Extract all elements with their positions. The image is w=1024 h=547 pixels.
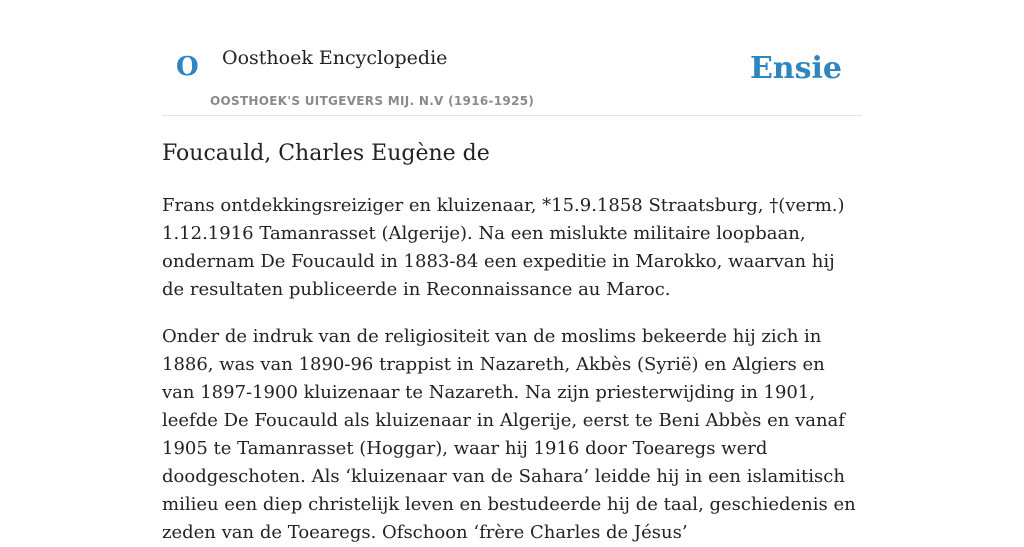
article-title: Foucauld, Charles Eugène de — [162, 141, 490, 166]
site-header — [162, 0, 862, 116]
article-paragraph-1: Frans ontdekkingsreiziger en kluizenaar, *15.9.1858 Straatsburg, †(verm.) 1.12.1916 Tamanrasset (Algerije). Na een mislukte militaire loopbaan, ondernam De Foucauld in 1883-84 een expeditie in Marokko, waarvan hij de resultaten publiceerde in Reconnaissance au Maroc. — [162, 195, 845, 300]
article-paragraph-2: Onder de indruk van de religiositeit van de moslims bekeerde hij zich in 1886, was van 1890-96 trappist in Nazareth, Akbès (Syrië) en Algiers en van 1897-1900 kluizenaar te Nazareth. Na zijn priesterwijding in 1901, leefde De Foucauld als kluizenaar in Algerije, eerst te Beni Abbès en vanaf 1905 te Tamanrasset (Hoggar), waar hij 1916 door Toearegs werd doodgeschoten. Als ‘kluizenaar van de Sahara’ leidde hij in een islamitisch milieu een diep christelijk leven en bestudeerde hij de taal, geschiedenis en zeden van de Toearegs. Ofschoon ‘frère Charles de Jésus’ — [162, 326, 856, 543]
ensie-brand-link[interactable]: Ensie — [749, 51, 842, 86]
publisher-subtitle: OOSTHOEK'S UITGEVERS MIJ. N.V (1916-1925) — [210, 94, 535, 108]
encyclopedia-logo[interactable]: O — [176, 52, 199, 82]
site-title[interactable]: Oosthoek Encyclopedie — [222, 47, 448, 69]
page-container — [162, 0, 862, 543]
